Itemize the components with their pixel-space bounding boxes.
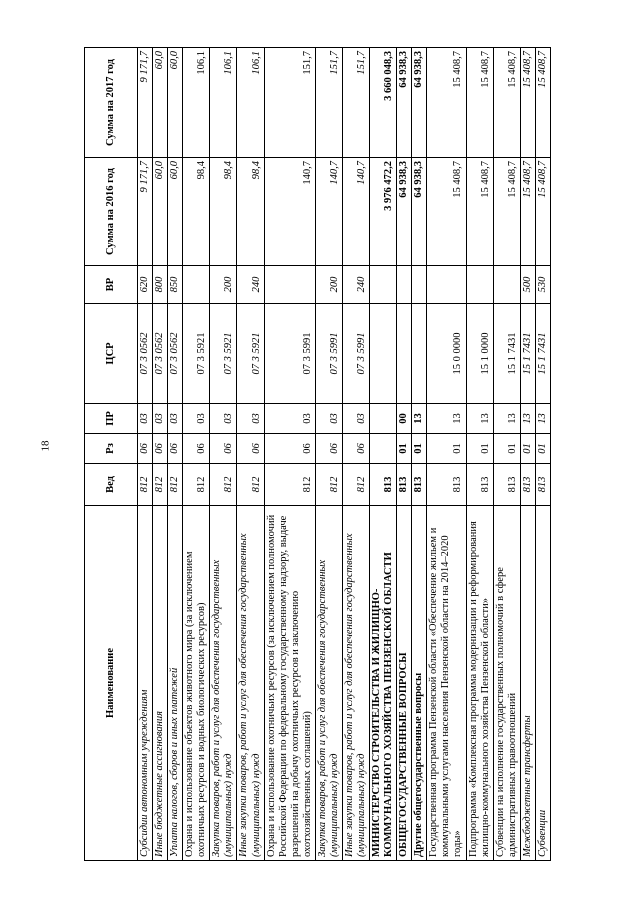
row-sum-2016: 15 408,7: [493, 158, 520, 266]
row-section: 01: [412, 434, 427, 464]
budget-table: [84, 47, 551, 861]
row-dept: 813: [466, 464, 493, 506]
table-header-row: [85, 48, 138, 861]
row-expense-type: 200: [315, 266, 342, 304]
table-row: [520, 48, 535, 861]
row-subsection: 03: [153, 404, 168, 434]
row-subsection: 13: [466, 404, 493, 434]
row-subsection: 03: [315, 404, 342, 434]
table-row: [427, 48, 466, 861]
table-row: [237, 48, 264, 861]
row-expense-type: 530: [535, 266, 550, 304]
row-dept: 812: [138, 464, 153, 506]
row-dept: 813: [535, 464, 550, 506]
row-name: Межбюджетные трансферты: [520, 506, 535, 861]
row-section: 06: [210, 434, 237, 464]
row-name: Закупка товаров, работ и услуг для обеспечения государственных (муниципальных) нужд: [210, 506, 237, 861]
row-dept: 812: [315, 464, 342, 506]
row-name: Иные закупки товаров, работ и услуг для обеспечения государственных (муниципальных) нужд: [342, 506, 369, 861]
row-section: 01: [466, 434, 493, 464]
row-sum-2017: 15 408,7: [493, 48, 520, 158]
column-header: Рз: [85, 434, 138, 464]
row-sum-2017: 64 938,3: [412, 48, 427, 158]
table-row: [370, 48, 397, 861]
row-sum-2017: 106,1: [210, 48, 237, 158]
row-section: 01: [535, 434, 550, 464]
row-target-code: 15 1 0000: [466, 304, 493, 404]
row-name: Субсидии автономным учреждениям: [138, 506, 153, 861]
row-subsection: 13: [535, 404, 550, 434]
row-expense-type: [466, 266, 493, 304]
column-header: ЦСР: [85, 304, 138, 404]
row-dept: 812: [342, 464, 369, 506]
table-row: [342, 48, 369, 861]
row-dept: 813: [397, 464, 412, 506]
row-sum-2017: 60,0: [168, 48, 183, 158]
row-section: 01: [493, 434, 520, 464]
row-dept: 813: [370, 464, 397, 506]
row-sum-2017: 15 408,7: [466, 48, 493, 158]
table-row: [315, 48, 342, 861]
row-target-code: 15 1 7431: [493, 304, 520, 404]
row-subsection: 13: [493, 404, 520, 434]
row-subsection: 03: [168, 404, 183, 434]
row-sum-2016: 140,7: [315, 158, 342, 266]
table-row: [493, 48, 520, 861]
row-section: 06: [264, 434, 315, 464]
table-row: [210, 48, 237, 861]
row-sum-2017: 151,7: [315, 48, 342, 158]
row-target-code: 07 3 5921: [210, 304, 237, 404]
row-expense-type: [427, 266, 466, 304]
row-expense-type: 200: [210, 266, 237, 304]
table-row: [412, 48, 427, 861]
row-expense-type: 240: [342, 266, 369, 304]
row-sum-2017: 9 171,7: [138, 48, 153, 158]
row-section: [370, 434, 397, 464]
row-target-code: 07 3 5991: [342, 304, 369, 404]
row-dept: 812: [183, 464, 210, 506]
row-sum-2017: 151,7: [342, 48, 369, 158]
row-expense-type: [264, 266, 315, 304]
row-sum-2017: 151,7: [264, 48, 315, 158]
row-sum-2016: 15 408,7: [520, 158, 535, 266]
row-section: 06: [153, 434, 168, 464]
row-dept: 812: [153, 464, 168, 506]
row-sum-2017: 15 408,7: [427, 48, 466, 158]
row-expense-type: [412, 266, 427, 304]
row-expense-type: [493, 266, 520, 304]
row-expense-type: [370, 266, 397, 304]
column-header: Вед: [85, 464, 138, 506]
row-subsection: 13: [427, 404, 466, 434]
row-sum-2017: 60,0: [153, 48, 168, 158]
row-section: 01: [520, 434, 535, 464]
row-subsection: 03: [138, 404, 153, 434]
row-name: ОБЩЕГОСУДАРСТВЕННЫЕ ВОПРОСЫ: [397, 506, 412, 861]
row-sum-2017: 15 408,7: [520, 48, 535, 158]
row-name: Субвенции: [535, 506, 550, 861]
row-subsection: 03: [342, 404, 369, 434]
row-subsection: [370, 404, 397, 434]
row-target-code: 15 1 7431: [520, 304, 535, 404]
column-header: Сумма на 2016 год: [85, 158, 138, 266]
row-name: Субвенции на исполнение государственных полномочий в сфере административных правоотношений: [493, 506, 520, 861]
row-name: МИНИСТЕРСТВО СТРОИТЕЛЬСТВА И ЖИЛИЩНО-КОММУНАЛЬНОГО ХОЗЯЙСТВА ПЕНЗЕНСКОЙ ОБЛАСТИ: [370, 506, 397, 861]
column-header: ВР: [85, 266, 138, 304]
row-expense-type: 240: [237, 266, 264, 304]
row-sum-2017: 106,1: [183, 48, 210, 158]
row-sum-2016: 98,4: [237, 158, 264, 266]
column-header: Сумма на 2017 год: [85, 48, 138, 158]
row-sum-2016: 15 408,7: [466, 158, 493, 266]
row-section: 01: [397, 434, 412, 464]
column-header: Наименование: [85, 506, 138, 861]
row-subsection: 03: [237, 404, 264, 434]
row-sum-2016: 140,7: [264, 158, 315, 266]
row-name: Закупка товаров, работ и услуг для обеспечения государственных (муниципальных) нужд: [315, 506, 342, 861]
row-dept: 813: [520, 464, 535, 506]
row-sum-2016: 9 171,7: [138, 158, 153, 266]
row-target-code: 15 0 0000: [427, 304, 466, 404]
row-sum-2016: 15 408,7: [427, 158, 466, 266]
row-dept: 813: [427, 464, 466, 506]
row-expense-type: [183, 266, 210, 304]
row-target-code: 07 3 5991: [264, 304, 315, 404]
row-name: Уплата налогов, сборов и иных платежей: [168, 506, 183, 861]
row-target-code: 07 3 5921: [183, 304, 210, 404]
row-sum-2016: 98,4: [210, 158, 237, 266]
row-sum-2016: 3 976 472,2: [370, 158, 397, 266]
row-subsection: 03: [264, 404, 315, 434]
row-target-code: 07 3 0562: [153, 304, 168, 404]
table-row: [183, 48, 210, 861]
row-target-code: 07 3 0562: [138, 304, 153, 404]
row-name: Охрана и использование охотничьих ресурсов (за исключением полномочий Российской Федерации по федеральному государственному надзору, выдаче разрешений на добычу охотничьих ресурсов и заключению охотхозяйственных соглашений): [264, 506, 315, 861]
table-row: [138, 48, 153, 861]
row-section: 06: [237, 434, 264, 464]
row-section: 06: [315, 434, 342, 464]
row-dept: 813: [412, 464, 427, 506]
row-section: 06: [342, 434, 369, 464]
row-name: Иные бюджетные ассигнования: [153, 506, 168, 861]
row-dept: 812: [168, 464, 183, 506]
row-sum-2016: 15 408,7: [535, 158, 550, 266]
row-sum-2016: 140,7: [342, 158, 369, 266]
row-target-code: 07 3 5921: [237, 304, 264, 404]
row-expense-type: 800: [153, 266, 168, 304]
table-row: [153, 48, 168, 861]
row-sum-2017: 64 938,3: [397, 48, 412, 158]
row-sum-2017: 15 408,7: [535, 48, 550, 158]
row-sum-2016: 60,0: [168, 158, 183, 266]
row-expense-type: 500: [520, 266, 535, 304]
row-target-code: 15 1 7431: [535, 304, 550, 404]
table-row: [168, 48, 183, 861]
row-name: Подпрограмма «Комплексная программа модернизации и реформирования жилищно-коммунального хозяйства Пензенской области»: [466, 506, 493, 861]
row-subsection: 00: [397, 404, 412, 434]
row-subsection: 13: [520, 404, 535, 434]
table-row: [264, 48, 315, 861]
row-sum-2017: 3 660 048,3: [370, 48, 397, 158]
row-sum-2016: 98,4: [183, 158, 210, 266]
row-subsection: 13: [412, 404, 427, 434]
row-target-code: [370, 304, 397, 404]
row-subsection: 03: [183, 404, 210, 434]
column-header: ПР: [85, 404, 138, 434]
row-name: Охрана и использование объектов животного мира (за исключением охотничьих ресурсов и водных биологических ресурсов): [183, 506, 210, 861]
row-dept: 813: [493, 464, 520, 506]
row-target-code: 07 3 5991: [315, 304, 342, 404]
row-dept: 812: [210, 464, 237, 506]
row-target-code: 07 3 0562: [168, 304, 183, 404]
row-name: Государственная программа Пензенской области «Обеспечение жильем и коммунальными услугами населения Пензенской области на 2014–2020 годы»: [427, 506, 466, 861]
row-name: Иные закупки товаров, работ и услуг для обеспечения государственных (муниципальных) нужд: [237, 506, 264, 861]
row-sum-2017: 106,1: [237, 48, 264, 158]
table-row: [466, 48, 493, 861]
row-dept: 812: [237, 464, 264, 506]
page-number: 18: [39, 440, 52, 452]
table-row: [535, 48, 550, 861]
row-name: Другие общегосударственные вопросы: [412, 506, 427, 861]
row-expense-type: 620: [138, 266, 153, 304]
row-section: 01: [427, 434, 466, 464]
row-section: 06: [138, 434, 153, 464]
row-section: 06: [183, 434, 210, 464]
table-row: [397, 48, 412, 861]
row-target-code: [397, 304, 412, 404]
row-dept: 812: [264, 464, 315, 506]
row-section: 06: [168, 434, 183, 464]
row-subsection: 03: [210, 404, 237, 434]
budget-table-container: [84, 48, 548, 861]
row-sum-2016: 64 938,3: [412, 158, 427, 266]
row-target-code: [412, 304, 427, 404]
row-expense-type: 850: [168, 266, 183, 304]
row-sum-2016: 60,0: [153, 158, 168, 266]
row-expense-type: [397, 266, 412, 304]
row-sum-2016: 64 938,3: [397, 158, 412, 266]
